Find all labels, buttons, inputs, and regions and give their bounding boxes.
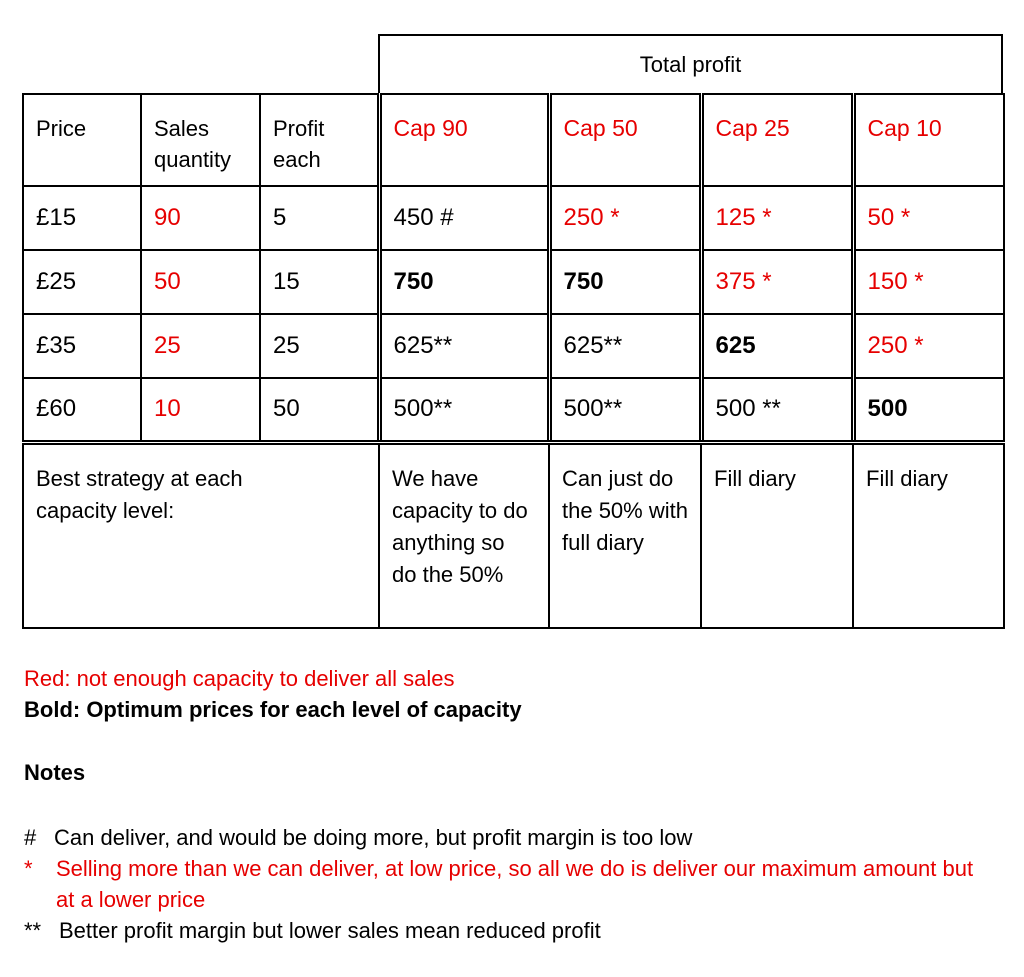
total-cap-25-cell: 375 * [701, 250, 853, 314]
price-cell: £60 [23, 378, 141, 442]
total-profit-label: Total profit [639, 51, 742, 77]
sales-quantity-cell: 10 [141, 378, 260, 442]
strategy-cap-90: We have capacity to do anything so do the 50% [379, 442, 549, 628]
header-cap-10: Cap 10 [853, 94, 1004, 186]
total-cap-50-cell: 750 [549, 250, 701, 314]
strategy-row [23, 442, 1004, 628]
total-cap-10-cell: 50 * [853, 186, 1004, 250]
profit-each-cell: 25 [260, 314, 379, 378]
header-cap-25: Cap 25 [701, 94, 853, 186]
strategy-cap-50: Can just do the 50% with full diary [549, 442, 701, 628]
profit-each-cell: 50 [260, 378, 379, 442]
total-cap-50-cell: 625** [549, 314, 701, 378]
header-cap-50: Cap 50 [549, 94, 701, 186]
sales-quantity-cell: 90 [141, 186, 260, 250]
profit-each-cell: 5 [260, 186, 379, 250]
price-cell: £35 [23, 314, 141, 378]
strategy-cap-25: Fill diary [701, 442, 853, 628]
total-cap-90-cell: 450 # [379, 186, 549, 250]
note-text: Can deliver, and would be doing more, but profit margin is too low [54, 825, 693, 850]
price-cell: £25 [23, 250, 141, 314]
notes-heading: Notes [24, 760, 86, 785]
strategy-cap-10: Fill diary [853, 442, 1004, 628]
total-cap-25-cell: 625 [701, 314, 853, 378]
total-cap-25-cell: 125 * [701, 186, 853, 250]
total-cap-90-cell: 750 [379, 250, 549, 314]
header-cap-90: Cap 90 [379, 94, 549, 186]
total-cap-10-cell: 250 * [853, 314, 1004, 378]
table-row [23, 250, 1004, 314]
header-sales-quantity: Sales quantity [141, 94, 260, 186]
strategy-label: Best strategy at each capacity level: [23, 442, 379, 628]
legend-red-text: Red: not enough capacity to deliver all sales [24, 666, 455, 691]
note-item [24, 915, 601, 946]
table-row [23, 186, 1004, 250]
profit-each-cell: 15 [260, 250, 379, 314]
table-row [23, 378, 1004, 442]
note-text: Selling more than we can deliver, at low price, so all we do is deliver our maximum amount but at a lower price [56, 856, 974, 912]
legend-bold-text: Bold: Optimum prices for each level of capacity [24, 697, 522, 722]
note-symbol: # [24, 825, 37, 850]
price-cell: £15 [23, 186, 141, 250]
header-profit-each: Profit each [260, 94, 379, 186]
total-cap-10-cell: 500 [853, 378, 1004, 442]
note-item [24, 853, 984, 915]
header-price: Price [23, 94, 141, 186]
header-row [23, 94, 1004, 186]
profit-table [22, 93, 1005, 629]
sales-quantity-cell: 50 [141, 250, 260, 314]
note-item [24, 822, 692, 853]
note-symbol: ** [24, 918, 42, 943]
total-profit-header [378, 34, 1003, 93]
note-text: Better profit margin but lower sales mean reduced profit [59, 918, 601, 943]
total-cap-90-cell: 625** [379, 314, 549, 378]
total-cap-10-cell: 150 * [853, 250, 1004, 314]
total-cap-50-cell: 250 * [549, 186, 701, 250]
sales-quantity-cell: 25 [141, 314, 260, 378]
total-cap-90-cell: 500** [379, 378, 549, 442]
note-symbol: * [24, 856, 33, 881]
total-cap-50-cell: 500** [549, 378, 701, 442]
total-cap-25-cell: 500 ** [701, 378, 853, 442]
table-row [23, 314, 1004, 378]
